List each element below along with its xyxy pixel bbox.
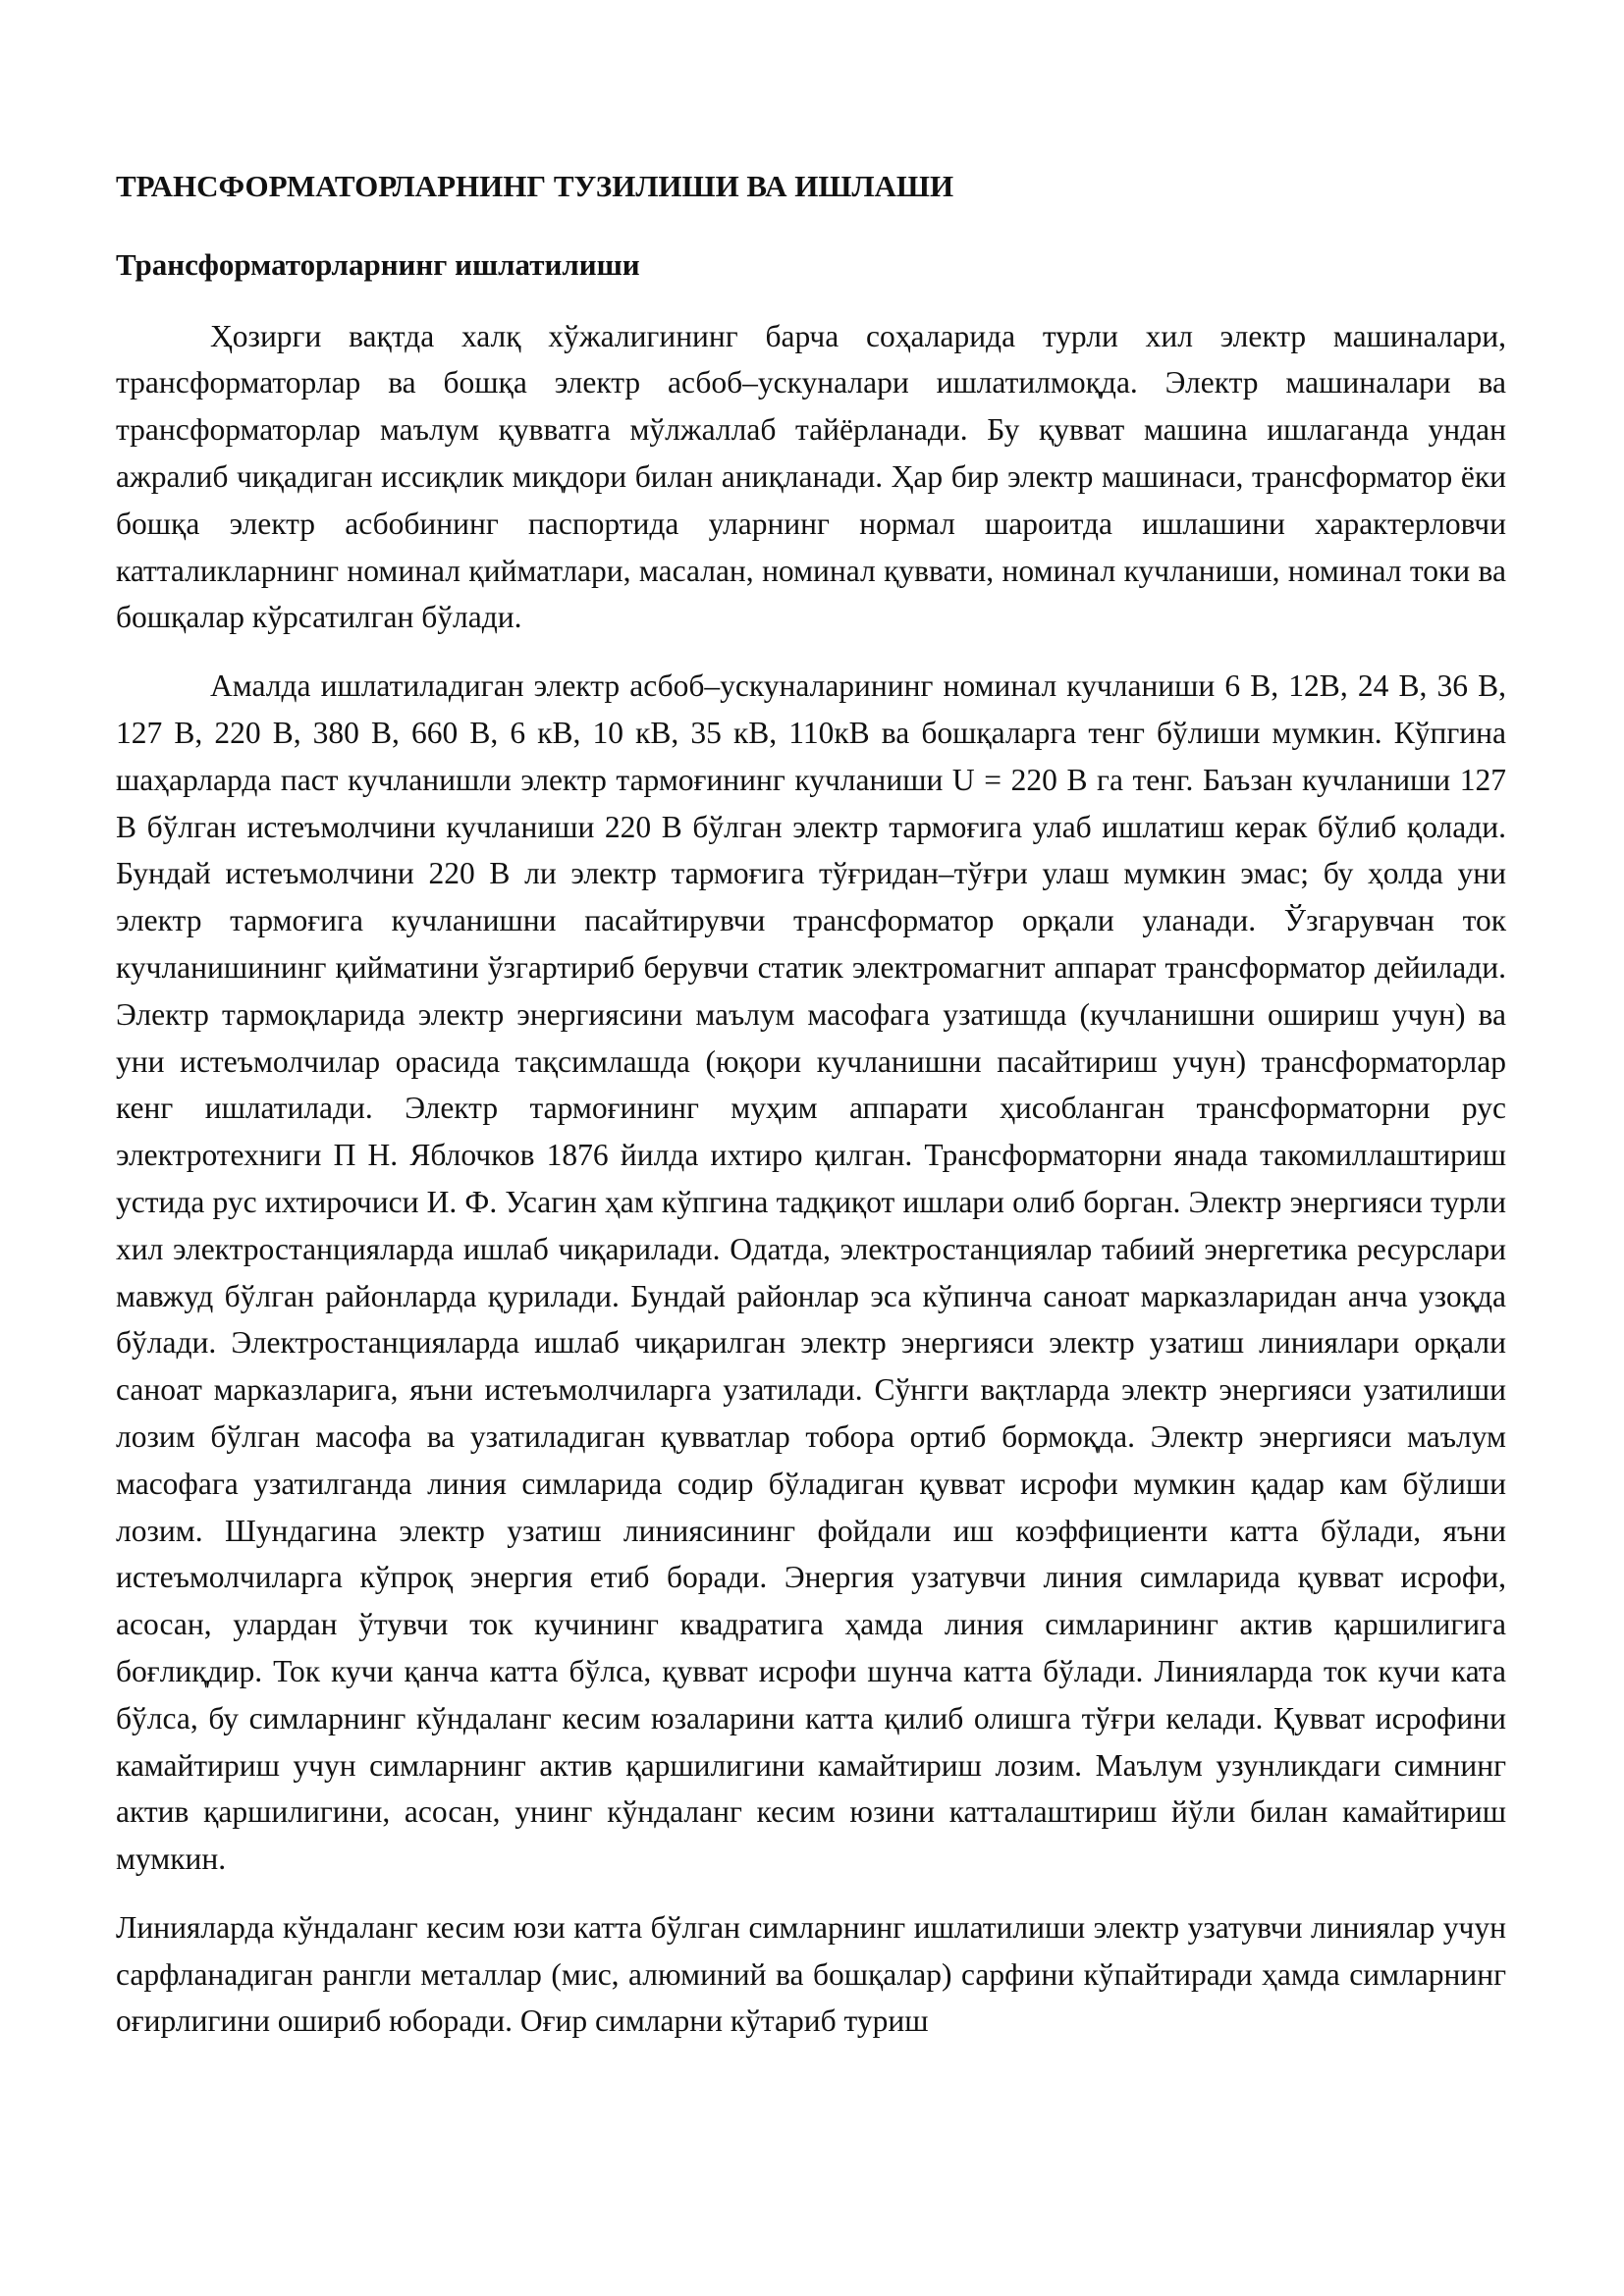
paragraph-1: Ҳозирги вақтда халқ хўжалигининг барча соҳаларида турли хил электр машиналари, трансформаторлар ва бошқа электр асбоб–ускуналари ишлатилмоқда. Электр машиналари ва трансформаторлар маълум қувватга мўлжаллаб тайёрланади. Бу қувват машина ишлаганда ундан ажралиб чиқадиган иссиқлик миқдори билан аниқланади. Ҳар бир электр машинаси, трансформатор ёки бошқа электр асбобининг паспортида уларнинг нормал шароитда ишлашини характерловчи катталикларнинг номинал қийматлари, масалан, номинал қуввати, номинал кучланиши, номинал токи ва бошқалар кўрсатилган бўлади. xyxy=(116,318,1506,635)
paragraph-3: Линияларда кўндаланг кесим юзи катта бўлган симларнинг ишлатилиши электр узатувчи линиялар учун сарфланадиган рангли металлар (мис, алюминий ва бошқалар) сарфини кўпайтиради ҳамда симларнинг оғирлигини ошириб юборади. Оғир симларни кўтариб туриш xyxy=(116,1909,1506,2039)
section-heading: Трансформаторларнинг ишлатилиши xyxy=(116,247,640,283)
document-title: ТРАНСФОРМАТОРЛАРНИНГ ТУЗИЛИШИ ВА ИШЛАШИ xyxy=(116,169,954,203)
document-page xyxy=(116,167,1506,2066)
paragraph-2: Амалда ишлатиладиган электр асбоб–ускуналарининг номинал кучланиши 6 В, 12В, 24 В, 36 В, 127 В, 220 В, 380 В, 660 В, 6 кВ, 10 кВ, 35 кВ, 110кВ ва бошқаларга тенг бўлиши мумкин. Кўпгина шаҳарларда паст кучланишли электр тармоғининг кучланиши U = 220 В га тенг. Баъзан кучланиши 127 В бўлган истеъмолчини кучланиши 220 В бўлган электр тармоғига улаб ишлатиш керак бўлиб қолади. Бундай истеъмолчини 220 В ли электр тармоғига тўғридан–тўғри улаш мумкин эмас; бу ҳолда уни электр тармоғига кучланишни пасайтирувчи трансформатор орқали уланади. Ўзгарувчан ток кучланишининг қийматини ўзгартириб берувчи статик электромагнит аппарат трансформатор дейилади. Электр тармоқларида электр энергиясини маълум масофага узатишда (кучланишни ошириш учун) ва уни истеъмолчилар орасида тақсимлашда (юқори кучланишни пасайтириш учун) трансформаторлар кенг ишлатилади. Электр тармоғининг муҳим аппарати ҳисобланган трансформаторни рус электротехниги П Н. Яблочков 1876 йилда ихтиро қилган. Трансформаторни янада такомиллаштириш устида рус ихтирочиси И. Ф. Усагин ҳам кўпгина тадқиқот ишлари олиб борган. Электр энергияси турли хил электростанцияларда ишлаб чиқарилади. Одатда, электростанциялар табиий энергетика ресурслари мавжуд бўлган районларда қурилади. Бундай районлар эса кўпинча саноат марказларидан анча узоқда бўлади. Электростанцияларда ишлаб чиқарилган электр энергияси электр узатиш линиялари орқали саноат марказларига, яъни истеъмолчиларга узатилади. Сўнгги вақтларда электр энергияси узатилиши лозим бўлган масофа ва узатиладиган қувватлар тобора ортиб бормоқда. Электр энергияси маълум масофага узатилганда линия симларида содир бўладиган қувват исрофи мумкин қадар кам бўлиши лозим. Шундагина электр узатиш линиясининг фойдали иш коэффициенти катта бўлади, яъни истеъмолчиларга кўпроқ энергия етиб боради. Энергия узатувчи линия симларида қувват исрофи, асосан, улардан ўтувчи ток кучининг квадратига ҳамда линия симларининг актив қаршилигига боғлиқдир. Ток кучи қанча катта бўлса, қувват исрофи шунча катта бўлади. Линияларда ток кучи ката бўлса, бу симларнинг кўндаланг кесим юзаларини катта қилиб олишга тўғри келади. Қувват исрофини камайтириш учун симларнинг актив қаршилигини камайтириш лозим. Маълум узунликдаги симнинг актив қаршилигини, асосан, унинг кўндаланг кесим юзини катталаштириш йўли билан камайтириш мумкин. xyxy=(116,668,1506,1877)
